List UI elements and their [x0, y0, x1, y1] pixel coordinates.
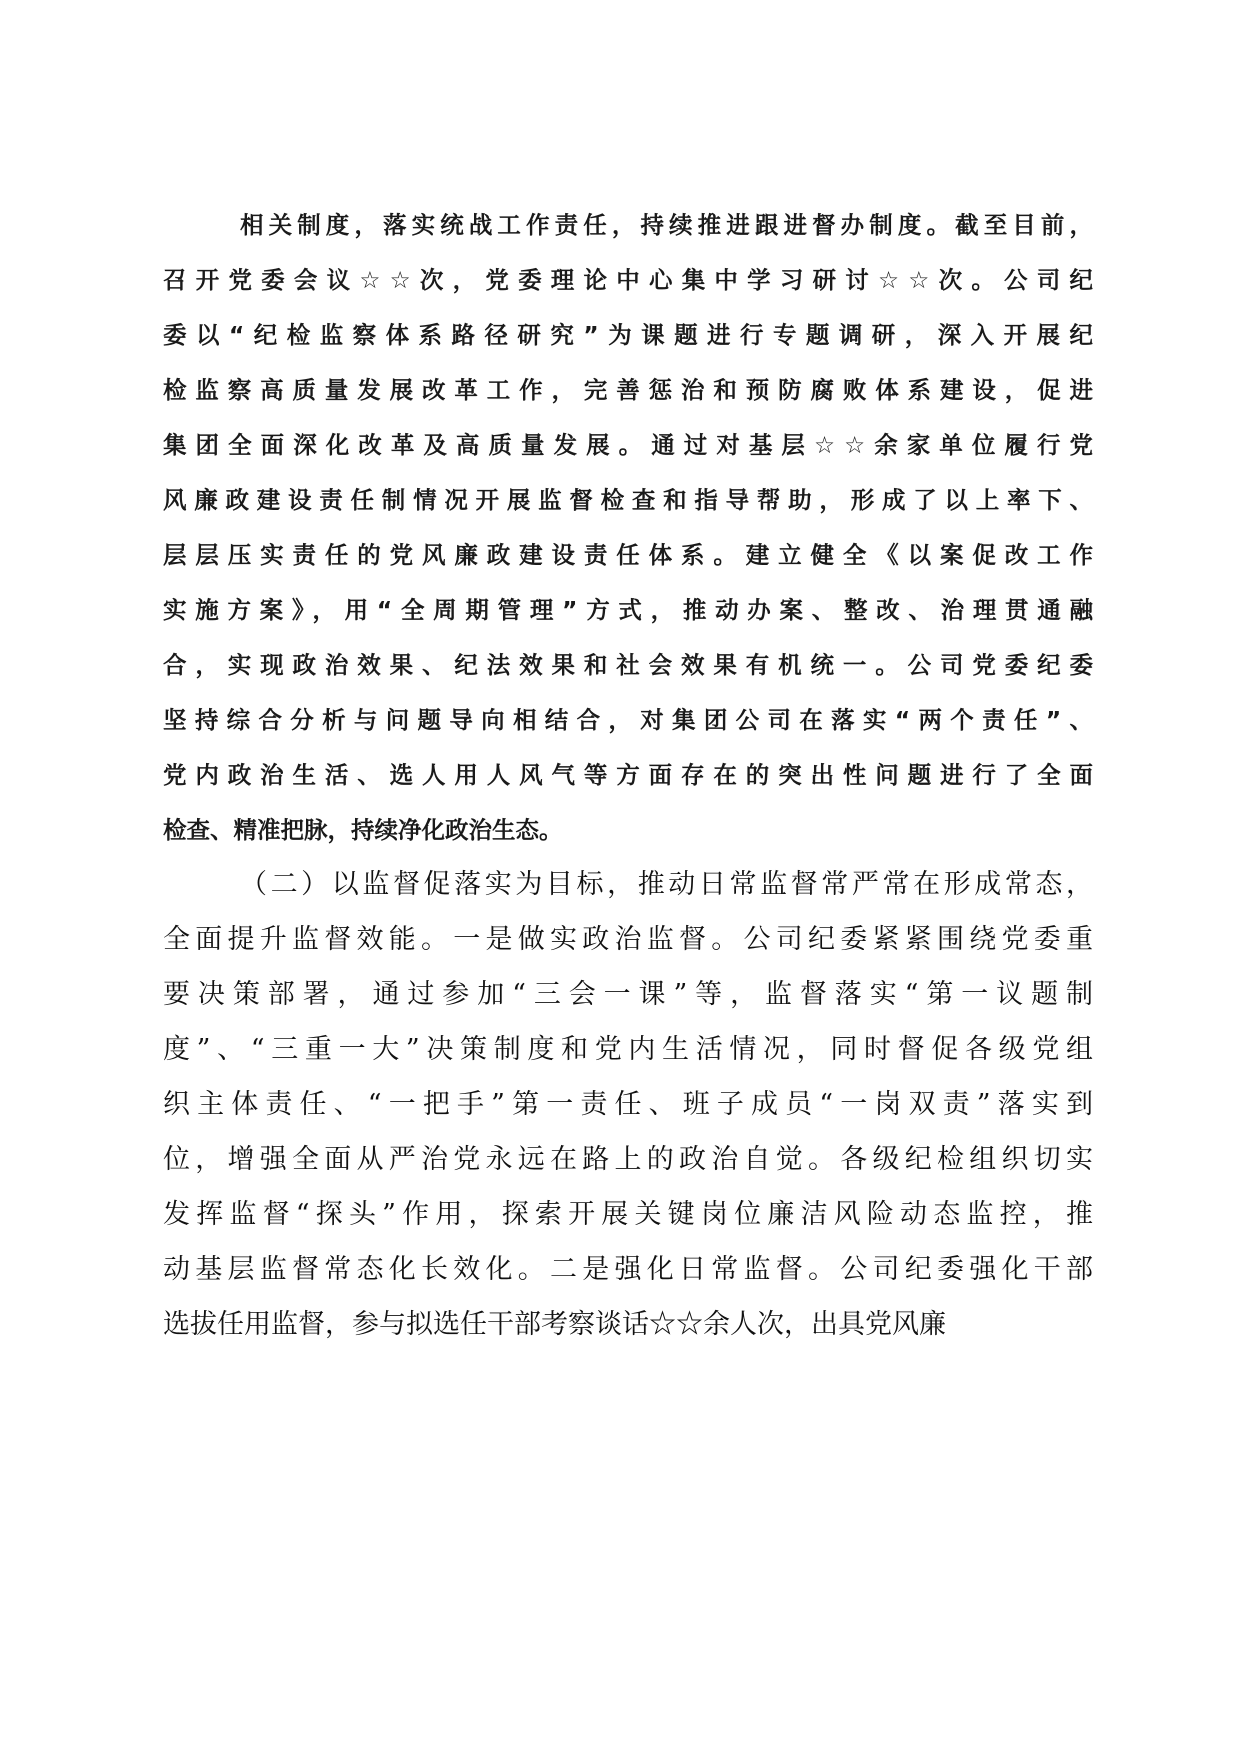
paragraph-line: 检监察高质量发展改革工作，完善惩治和预防腐败体系建设，促进 [163, 376, 1093, 404]
paragraph-line: 织主体责任、“一把手”第一责任、班子成员“一岗双责”落实到 [163, 1089, 1093, 1120]
paragraph-line: 坚持综合分析与问题导向相结合，对集团公司在落实“两个责任”、 [163, 706, 1093, 734]
paragraph-line: 选拔任用监督，参与拟选任干部考察谈话☆☆余人次，出具党风廉 [163, 1309, 946, 1340]
paragraph-line: 党内政治生活、选人用人风气等方面存在的突出性问题进行了全面 [163, 761, 1093, 789]
paragraph-line: 集团全面深化改革及高质量发展。通过对基层☆☆余家单位履行党 [163, 431, 1093, 459]
paragraph-line: 检查、精准把脉，持续净化政治生态。 [163, 816, 563, 844]
paragraph-line: 风廉政建设责任制情况开展监督检查和指导帮助，形成了以上率下、 [163, 486, 1093, 514]
paragraph-line: 合，实现政治效果、纪法效果和社会效果有机统一。公司党委纪委 [163, 651, 1093, 679]
paragraph-line: 委以“纪检监察体系路径研究”为课题进行专题调研，深入开展纪 [163, 321, 1093, 349]
paragraph-line: 实施方案》，用“全周期管理”方式，推动办案、整改、治理贯通融 [163, 596, 1093, 624]
paragraph-line: 层层压实责任的党风廉政建设责任体系。建立健全《以案促改工作 [163, 541, 1093, 569]
paragraph-line: 动基层监督常态化长效化。二是强化日常监督。公司纪委强化干部 [163, 1254, 1093, 1285]
paragraph-line: 位，增强全面从严治党永远在路上的政治自觉。各级纪检组织切实 [163, 1144, 1093, 1175]
paragraph-line: 发挥监督“探头”作用，探索开展关键岗位廉洁风险动态监控，推 [163, 1199, 1093, 1230]
section-heading-line: （二）以监督促落实为目标，推动日常监督常严常在形成常态， [240, 869, 1093, 900]
paragraph-line: 相关制度，落实统战工作责任，持续推进跟进督办制度。截至目前， [240, 211, 1093, 239]
paragraph-line: 召开党委会议☆☆次，党委理论中心集中学习研讨☆☆次。公司纪 [163, 266, 1093, 294]
paragraph-line: 要决策部署，通过参加“三会一课”等，监督落实“第一议题制 [163, 979, 1093, 1010]
paragraph-line: 全面提升监督效能。一是做实政治监督。公司纪委紧紧围绕党委重 [163, 924, 1093, 955]
paragraph-line: 度”、“三重一大”决策制度和党内生活情况，同时督促各级党组 [163, 1034, 1093, 1065]
